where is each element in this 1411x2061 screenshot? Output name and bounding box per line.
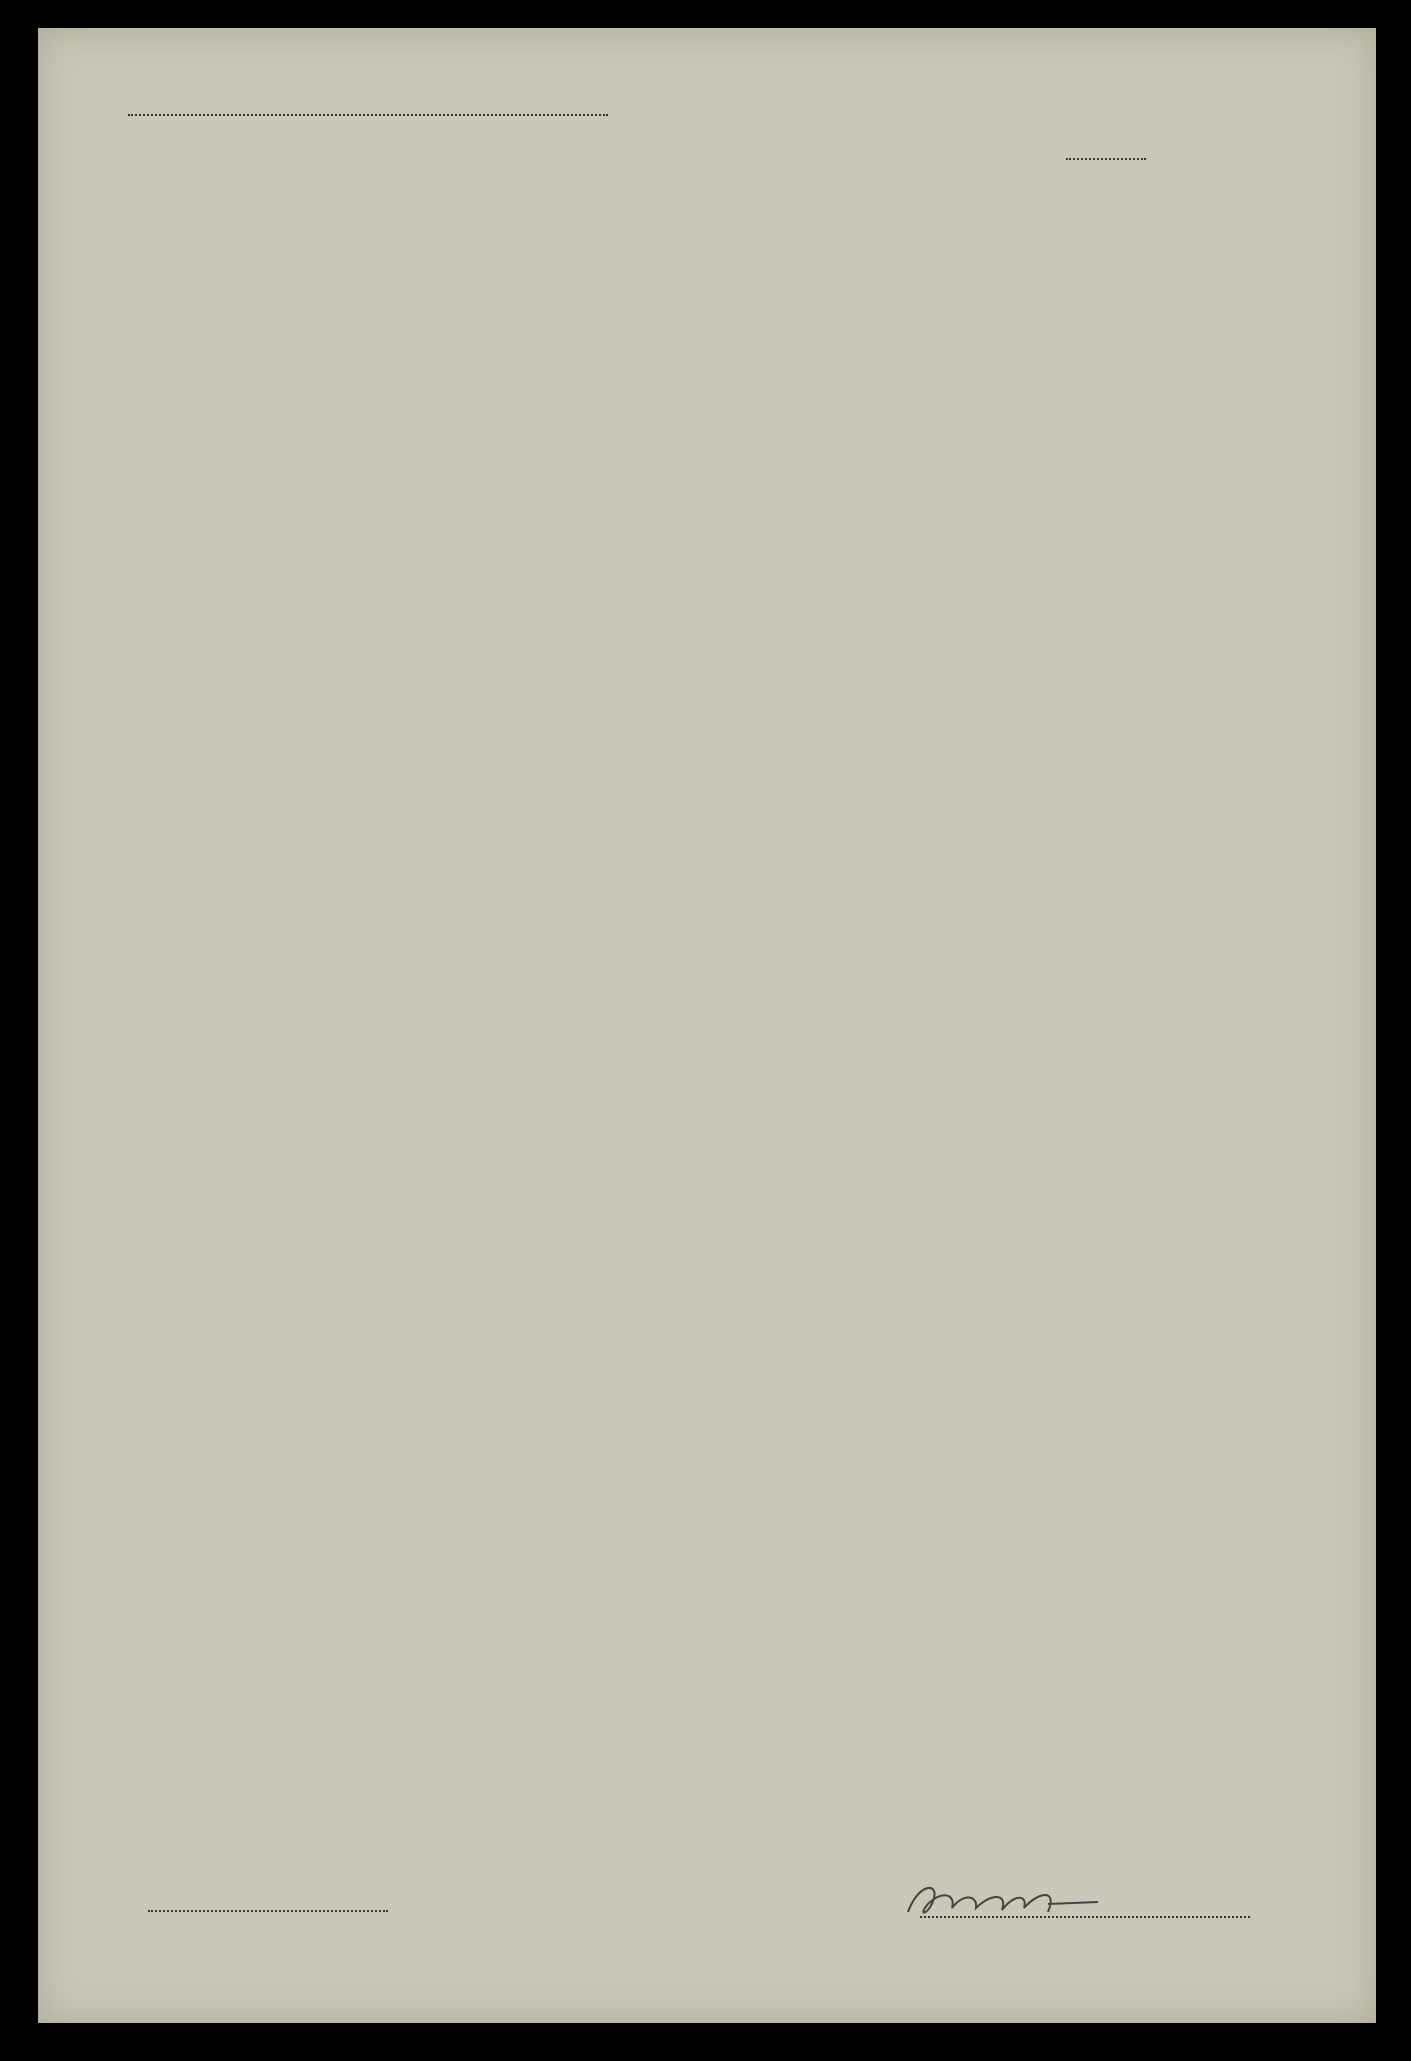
signature-dotted-line	[920, 1916, 1250, 1918]
despatch-dotted-line	[148, 1910, 388, 1912]
